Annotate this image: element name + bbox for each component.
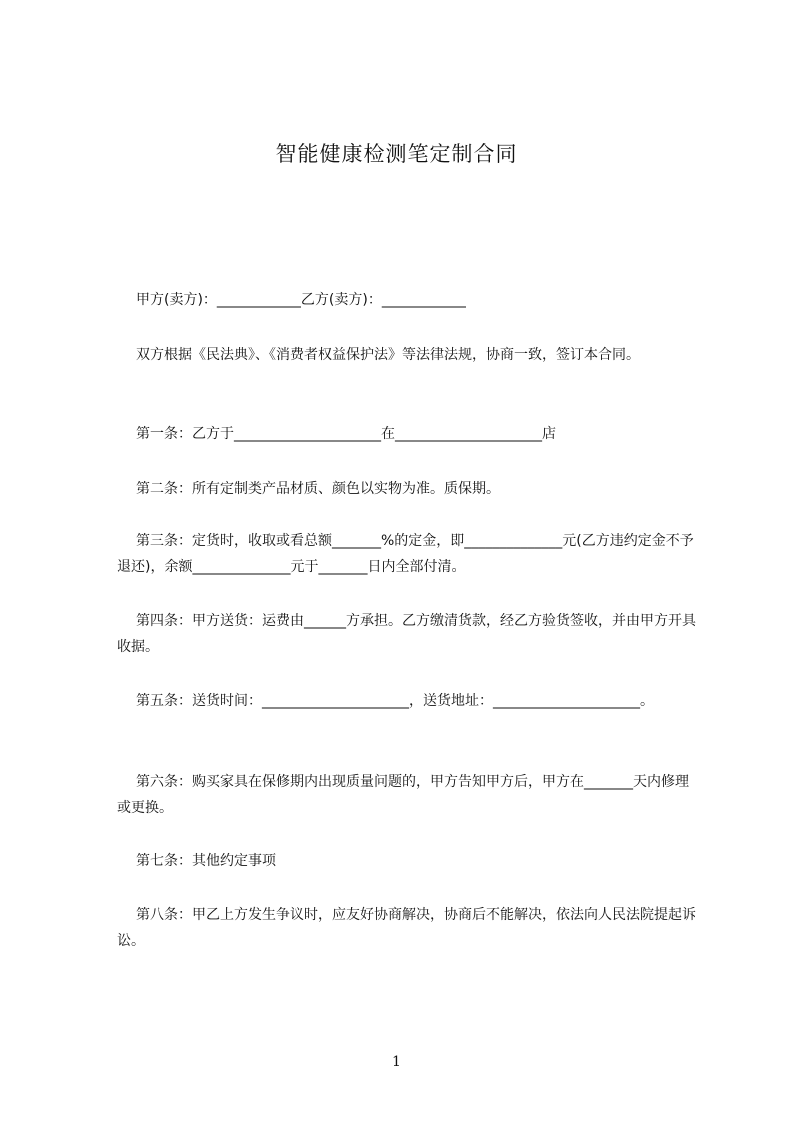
article-4: 第四条：甲方送货：运费由______方承担。乙方缴清货款，经乙方验货签收，并由甲方开具收据。 [117, 613, 696, 655]
article-3: 第三条：定货时，收取或看总额_______%的定金，即______________元(乙方违约定金不予退还)，余额______________元于_______日内全部付清。 [117, 533, 694, 575]
article-1: 第一条：乙方于_____________________在_____________________店 [136, 426, 556, 442]
article-5: 第五条：送货时间：_____________________，送货地址：_____________________。 [136, 693, 654, 709]
article-8: 第八条：甲乙上方发生争议时，应友好协商解决，协商后不能解决，依法向人民法院提起诉讼。 [117, 907, 696, 949]
page-number: 1 [392, 1054, 401, 1070]
preamble-paragraph: 双方根据《民法典》、《消费者权益保护法》等法律法规，协商一致，签订本合同。 [136, 347, 640, 363]
article-6: 第六条：购买家具在保修期内出现质量问题的，甲方告知甲方后，甲方在_______天内修理或更换。 [117, 774, 689, 816]
parties-line: 甲方(卖方)：____________乙方(卖方)：____________ [136, 292, 466, 308]
article-7: 第七条：其他约定事项 [136, 853, 276, 869]
contract-title: 智能健康检测笔定制合同 [275, 142, 518, 166]
article-2: 第二条：所有定制类产品材质、颜色以实物为准。质保期。 [136, 481, 500, 497]
